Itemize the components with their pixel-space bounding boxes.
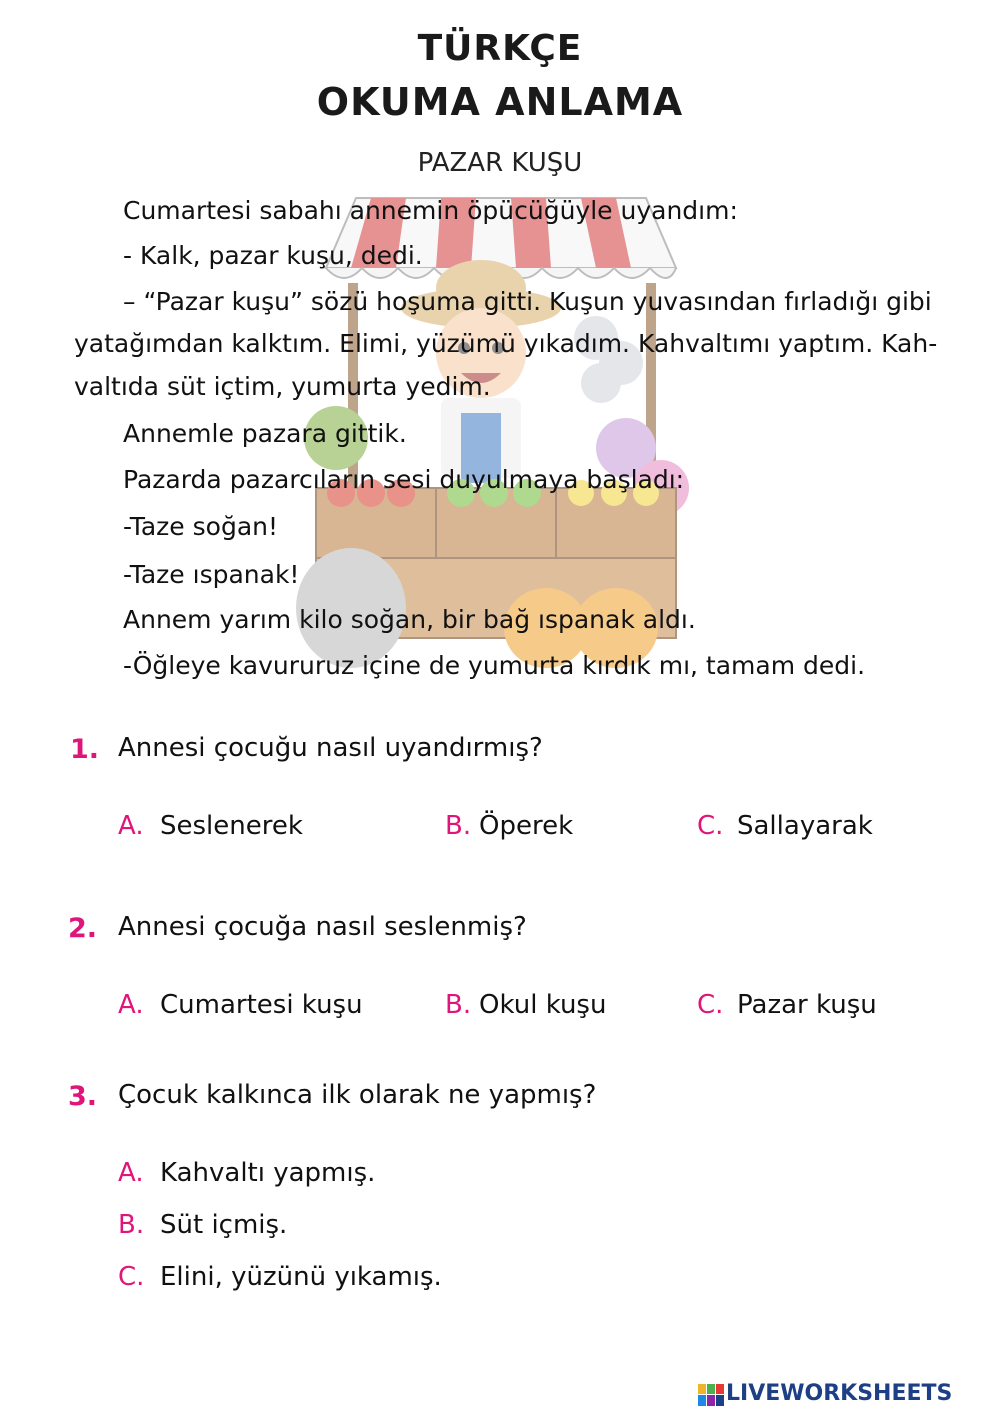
story-line: Annem yarım kilo soğan, bir bağ ıspanak aldı. (123, 605, 696, 634)
liveworksheets-brand-text: LIVEWORKSHEETS (726, 1381, 953, 1406)
q1-option-b-letter[interactable]: B. (445, 811, 472, 841)
q3-option-a[interactable]: Kahvaltı yapmış. (160, 1158, 376, 1188)
story-line: -Taze soğan! (123, 512, 279, 541)
q2-option-c[interactable]: Pazar kuşu (737, 990, 877, 1020)
q2-option-a-letter[interactable]: A. (118, 990, 144, 1020)
story-line: -Öğleye kavururuz içine de yumurta kırdık mı, tamam dedi. (123, 651, 866, 680)
q1-option-c-letter[interactable]: C. (697, 811, 724, 841)
q2-option-b[interactable]: Okul kuşu (479, 990, 607, 1020)
worksheet-topic-title: OKUMA ANLAMA (316, 80, 684, 124)
q1-option-c[interactable]: Sallayarak (737, 811, 873, 841)
story-line: yatağımdan kalktım. Elimi, yüzümü yıkadım. Kahvaltımı yaptım. Kah- (74, 329, 938, 358)
worksheet-subject-title: TÜRKÇE (417, 28, 583, 69)
question-1-number: 1. (70, 734, 100, 765)
question-1-text: Annesi çocuğu nasıl uyandırmış? (118, 733, 543, 763)
q3-option-a-letter[interactable]: A. (118, 1158, 144, 1188)
q2-option-b-letter[interactable]: B. (445, 990, 472, 1020)
q2-option-c-letter[interactable]: C. (697, 990, 724, 1020)
q2-option-a[interactable]: Cumartesi kuşu (160, 990, 363, 1020)
story-title: PAZAR KUŞU (417, 148, 583, 178)
q1-option-b[interactable]: Öperek (479, 811, 574, 841)
question-2-text: Annesi çocuğa nasıl seslenmiş? (118, 912, 527, 942)
footer-branding (698, 1382, 994, 1408)
q1-option-a-letter[interactable]: A. (118, 811, 144, 841)
q3-option-c[interactable]: Elini, yüzünü yıkamış. (160, 1262, 442, 1292)
q3-option-c-letter[interactable]: C. (118, 1262, 145, 1292)
q3-option-b[interactable]: Süt içmiş. (160, 1210, 288, 1240)
q1-option-a[interactable]: Seslenerek (160, 811, 303, 841)
liveworksheets-logo-icon (698, 1384, 724, 1406)
q3-option-b-letter[interactable]: B. (118, 1210, 145, 1240)
story-line: Annemle pazara gittik. (123, 419, 407, 448)
question-2-number: 2. (68, 913, 98, 944)
story-line: valtıda süt içtim, yumurta yedim. (74, 372, 491, 401)
question-3-text: Çocuk kalkınca ilk olarak ne yapmış? (118, 1080, 597, 1110)
story-line: – “Pazar kuşu” sözü hoşuma gitti. Kuşun yuvasından fırladığı gibi (123, 287, 932, 316)
story-line: Pazarda pazarcıların sesi duyulmaya başladı: (123, 465, 685, 494)
story-line: Cumartesi sabahı annemin öpücüğüyle uyandım: (123, 196, 738, 225)
question-3-number: 3. (68, 1081, 98, 1112)
story-line: -Taze ıspanak! (123, 560, 300, 589)
story-line: - Kalk, pazar kuşu, dedi. (123, 241, 423, 270)
